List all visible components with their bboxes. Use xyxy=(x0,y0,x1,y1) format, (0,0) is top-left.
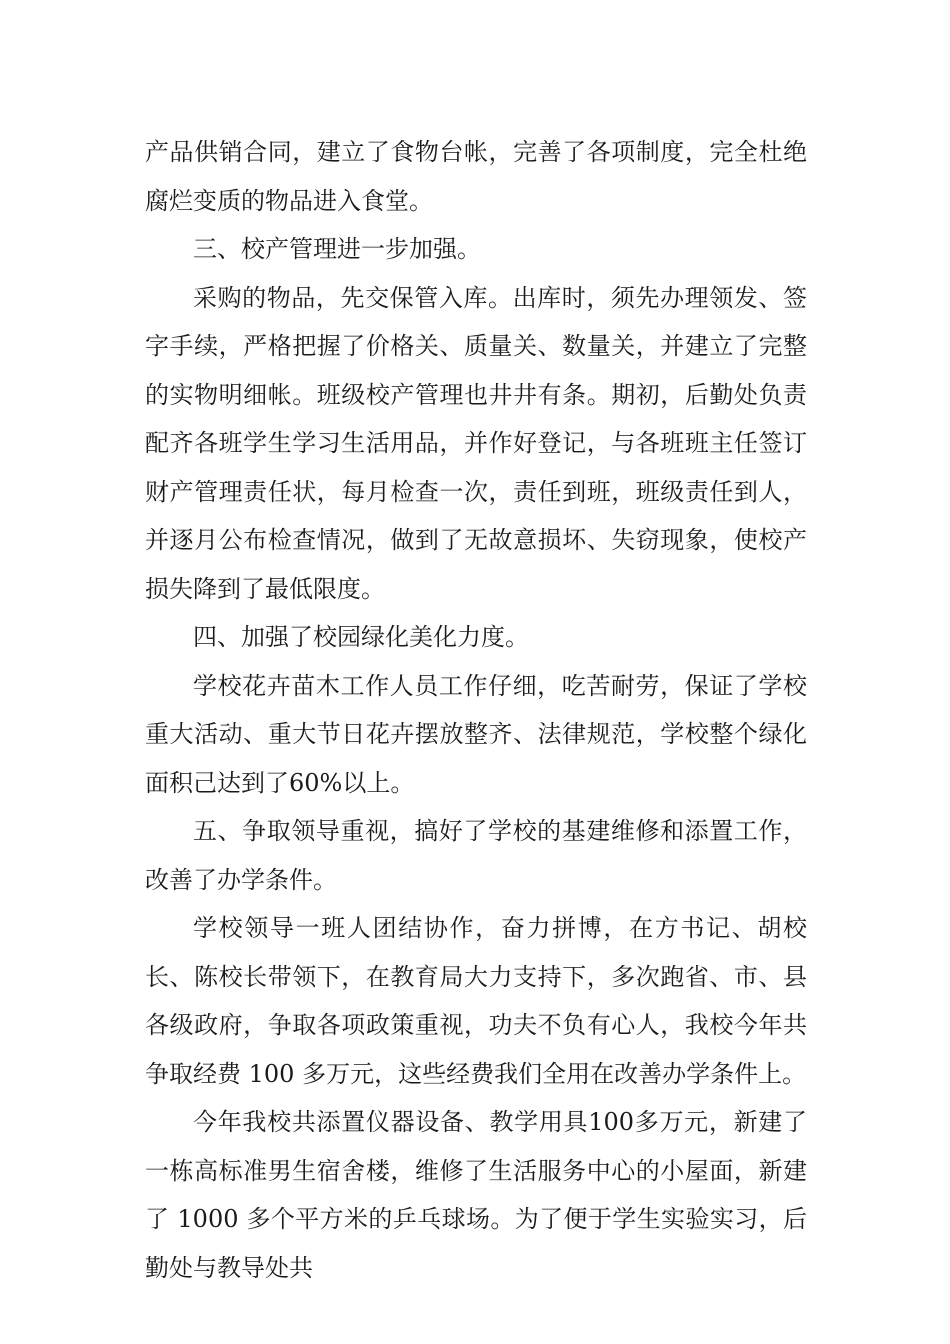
section-heading-4: 四、加强了校园绿化美化力度。 xyxy=(193,623,529,651)
paragraph-3: 学校花卉苗木工作人员工作仔细，吃苦耐劳，保证了学校重大活动、重大节日花卉摆放整齐、法律规范，学校整个绿化面积己达到了60%以上。 xyxy=(145,671,807,797)
document-body xyxy=(145,128,807,1292)
paragraph-4: 学校领导一班人团结协作，奋力拼博，在方书记、胡校长、陈校长带领下，在教育局大力支持下，多次跑省、市、县各级政府，争取各项政策重视，功夫不负有心人，我校今年共争取经费 100 多万元，这些经费我们全用在改善办学条件上。 xyxy=(145,914,807,1088)
paragraph-2: 采购的物品，先交保管入库。出库时，须先办理领发、签字手续，严格把握了价格关、质量关、数量关，并建立了完整的实物明细帐。班级校产管理也井井有条。期初，后勤处负责配齐各班学生学习生活用品，并作好登记，与各班班主任签订财产管理责任状，每月检查一次，责任到班，班级责任到人，并逐月公布检查情况，做到了无故意损坏、失窃现象，使校产损失降到了最低限度。 xyxy=(145,283,807,603)
section-heading-3: 三、校产管理进一步加强。 xyxy=(193,235,481,263)
paragraph-5: 今年我校共添置仪器设备、教学用具100多万元，新建了一栋高标准男生宿舍楼，维修了生活服务中心的小屋面，新建了 1000 多个平方米的乒乓球场。为了便于学生实验实习，后勤处与教导处共 xyxy=(145,1108,807,1282)
paragraph-1: 产品供销合同，建立了食物台帐，完善了各项制度，完全杜绝腐烂变质的物品进入食堂。 xyxy=(145,138,807,215)
section-heading-5: 五、争取领导重视，搞好了学校的基建维修和添置工作，改善了办学条件。 xyxy=(145,817,807,894)
